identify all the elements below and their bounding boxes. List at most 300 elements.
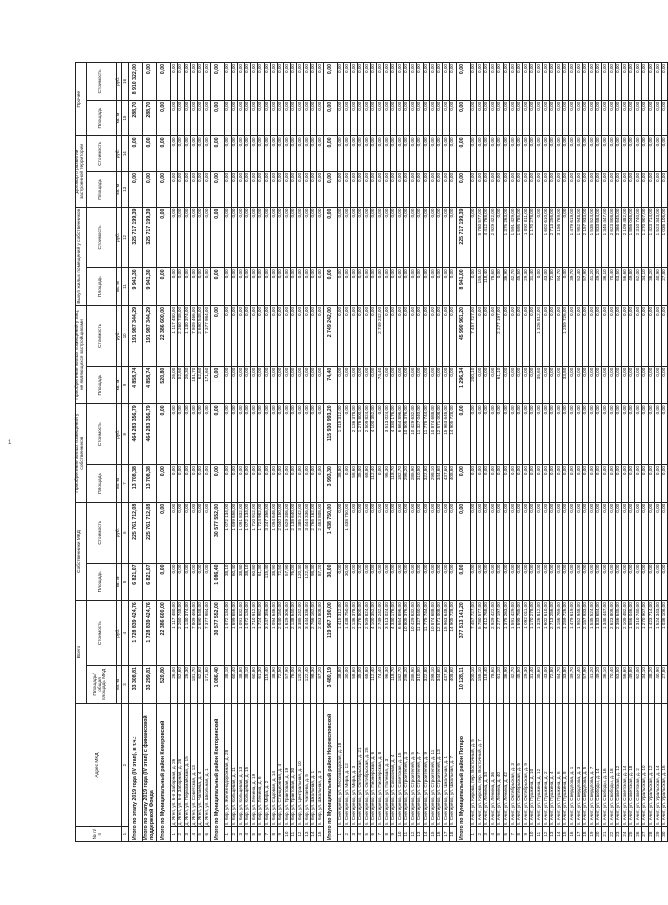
- row-address: п. Снегирево, ул. Строителей, д. 5: [410, 703, 417, 827]
- row-value: 0,00: [609, 404, 616, 465]
- row-value: 4 330 176,00: [390, 601, 397, 666]
- row-value: 0,00: [251, 136, 258, 172]
- row-value: 0,00: [562, 404, 569, 465]
- table-row: [430, 63, 437, 842]
- row-value: 0,00: [529, 404, 536, 465]
- row-value: 0,00: [589, 63, 596, 101]
- row-value: 1 479 619,00: [569, 601, 576, 666]
- col-g6-sum: Стоимость: [86, 136, 116, 172]
- row-address: п. Ачит, ул. Свободы, д. 18: [609, 703, 616, 827]
- row-value: 0,00: [622, 502, 629, 563]
- row-value: 0,00: [397, 100, 404, 136]
- row-address: п. Ачит, ул. Советская, д. 2: [635, 703, 642, 827]
- row-value: 0,00: [370, 305, 377, 366]
- row-value: 0,00: [403, 207, 410, 268]
- row-value: 1 535 524,00: [589, 207, 596, 268]
- table-row: [423, 63, 430, 842]
- total-row-value: 0,00: [157, 404, 171, 465]
- row-value: 0,00: [184, 171, 191, 207]
- row-address: п. Ачит, ул. Уральская, д. 12: [648, 703, 655, 827]
- row-value: 5 780 577,00: [477, 207, 484, 268]
- column-index-cell: 9: [122, 366, 129, 404]
- row-value: 0,00: [496, 136, 503, 172]
- row-value: 0,00: [184, 268, 191, 306]
- total-row-value: 1 728 839 424,76: [143, 601, 157, 666]
- row-value: 35,60: [536, 666, 543, 704]
- row-value: 0,00: [310, 366, 317, 404]
- row-value: 0,00: [238, 465, 245, 503]
- row-value: 0,00: [397, 563, 404, 601]
- row-value: 0,00: [297, 404, 304, 465]
- row-value: 0,00: [490, 63, 497, 101]
- row-value: 118,40: [483, 268, 490, 306]
- row-value: 0,00: [397, 268, 404, 306]
- row-value: 0,00: [436, 136, 443, 172]
- row-value: 0,00: [224, 404, 231, 465]
- row-value: 0,00: [470, 171, 477, 207]
- row-value: 0,00: [510, 465, 517, 503]
- table-row: [543, 63, 550, 842]
- row-value: 1 326 812,00: [536, 305, 543, 366]
- row-value: 12 571 008,00: [436, 404, 443, 465]
- row-value: 0,00: [357, 563, 364, 601]
- row-value: 1 699 656,00: [231, 601, 238, 666]
- row-value: 296,20: [403, 666, 410, 704]
- row-value: 7 809 466,00: [191, 305, 198, 366]
- row-value: 0,00: [191, 404, 198, 465]
- row-number: 11: [536, 827, 543, 842]
- row-value: 0,00: [251, 100, 258, 136]
- row-value: 0,00: [397, 63, 404, 101]
- row-value: 0,00: [277, 268, 284, 306]
- row-address: п. Кир, ул. Чапаева, д. 5: [304, 703, 311, 827]
- row-value: 2 749 242,00: [377, 305, 384, 366]
- row-value: 0,00: [204, 465, 211, 503]
- table-row: [310, 63, 317, 842]
- row-value: 0,00: [384, 268, 391, 306]
- total-row: [323, 63, 337, 842]
- table-row: [403, 63, 410, 842]
- row-value: 0,00: [231, 63, 238, 101]
- row-number: 6: [503, 827, 510, 842]
- row-value: 14 905 728,00: [449, 404, 456, 465]
- row-value: 0,00: [377, 63, 384, 101]
- row-value: 1 094 646,00: [271, 601, 278, 666]
- row-value: 0,00: [171, 136, 178, 172]
- row-value: 74,40: [377, 666, 384, 704]
- row-value: 36,90: [503, 268, 510, 306]
- row-value: 2 310 740,00: [635, 207, 642, 268]
- row-value: 0,00: [257, 465, 264, 503]
- row-value: 0,00: [648, 100, 655, 136]
- row-value: 0,00: [364, 366, 371, 404]
- total-row-value: 0,00: [129, 171, 143, 207]
- row-value: 0,00: [197, 268, 204, 306]
- row-value: 0,00: [430, 305, 437, 366]
- row-value: 36,10: [602, 268, 609, 306]
- row-value: 0,00: [317, 207, 324, 268]
- row-value: 0,00: [231, 404, 238, 465]
- row-value: 10 805 376,00: [403, 404, 410, 465]
- row-number: 19: [589, 827, 596, 842]
- row-value: 0,00: [477, 305, 484, 366]
- row-value: 2 453 808,00: [317, 502, 324, 563]
- row-value: 0,00: [423, 171, 430, 207]
- row-value: 0,00: [589, 404, 596, 465]
- row-value: 0,00: [655, 563, 662, 601]
- row-value: 49,80: [628, 268, 635, 306]
- row-address: п. Снегирево, ул. Школьная, д. 7: [449, 703, 456, 827]
- row-value: 0,00: [290, 404, 297, 465]
- table-row: [317, 63, 324, 842]
- row-value: 3 444 336,00: [304, 502, 311, 563]
- row-value: 0,00: [576, 563, 583, 601]
- row-number: 9: [523, 827, 530, 842]
- row-value: 0,00: [390, 171, 397, 207]
- table-row: [490, 63, 497, 842]
- row-value: 0,00: [576, 404, 583, 465]
- row-value: 0,00: [277, 171, 284, 207]
- row-value: 63,50: [615, 666, 622, 704]
- row-address: п. Ачит, ул. Октябрьская, д. 5: [516, 703, 523, 827]
- row-value: 0,00: [615, 136, 622, 172]
- row-value: 0,00: [416, 268, 423, 306]
- row-value: 1 629 306,00: [284, 601, 291, 666]
- row-value: 5 780 577,00: [477, 601, 484, 666]
- total-row-value: 0,00: [456, 404, 470, 465]
- row-value: 7 457 727,00: [470, 305, 477, 366]
- row-value: 0,00: [543, 305, 550, 366]
- row-value: 60,40: [231, 563, 238, 601]
- row-value: 0,00: [191, 63, 198, 101]
- row-value: 0,00: [635, 305, 642, 366]
- row-address: д. Ягеп, ул. Советская, д. 13: [191, 703, 198, 827]
- row-value: 1 345 447,00: [602, 601, 609, 666]
- col-group-total: Всего: [76, 601, 87, 704]
- row-value: 0,00: [177, 268, 184, 306]
- total-row-label: Итого по Муниципальный район Потаро: [456, 703, 470, 841]
- row-value: 0,00: [543, 404, 550, 465]
- row-value: 26,30: [184, 366, 191, 404]
- row-value: 0,00: [490, 502, 497, 563]
- row-value: 0,00: [304, 100, 311, 136]
- row-value: 60,40: [231, 666, 238, 704]
- row-value: 0,00: [370, 207, 377, 268]
- row-value: 298,10: [430, 666, 437, 704]
- total-row-label: Итого по Муниципальный район Кемеровский: [157, 703, 171, 841]
- row-address: п. Ачит, ул. Советская, д. 14: [622, 703, 629, 827]
- row-value: 2 040 150,00: [277, 502, 284, 563]
- row-value: 1 591 429,00: [510, 207, 517, 268]
- row-address: п. Кир, ул. Железнодорожная, д. 28: [224, 703, 231, 827]
- row-value: 98,30: [310, 666, 317, 704]
- row-value: 0,00: [562, 171, 569, 207]
- row-address: п. Снегирево, ул. Строителей, д. 7: [416, 703, 423, 827]
- row-value: 96,30: [384, 465, 391, 503]
- row-number: 24: [622, 827, 629, 842]
- row-value: 0,00: [251, 63, 258, 101]
- row-value: 0,00: [351, 207, 358, 268]
- row-value: 0,00: [231, 465, 238, 503]
- row-number: 14: [310, 827, 317, 842]
- row-value: 0,00: [204, 100, 211, 136]
- row-value: 0,00: [477, 502, 484, 563]
- row-value: 0,00: [271, 171, 278, 207]
- row-value: 0,00: [277, 366, 284, 404]
- row-value: 0,00: [615, 366, 622, 404]
- row-value: 26,00: [171, 666, 178, 704]
- row-value: 0,00: [197, 136, 204, 172]
- row-value: 0,00: [197, 171, 204, 207]
- row-value: 41,20: [589, 268, 596, 306]
- row-value: 38,10: [244, 563, 251, 601]
- row-value: 15 963 648,00: [443, 601, 450, 666]
- row-value: 38,20: [648, 268, 655, 306]
- table-row: [595, 63, 602, 842]
- table-row: [655, 63, 662, 842]
- row-value: 0,00: [582, 404, 589, 465]
- row-address: п. Ачит, ул. Свободы, д. 14: [595, 703, 602, 827]
- table-row: [641, 63, 648, 842]
- row-value: 4 100 352,00: [370, 601, 377, 666]
- row-value: 0,00: [443, 100, 450, 136]
- row-value: 0,00: [351, 305, 358, 366]
- row-value: 2 690 548,00: [197, 601, 204, 666]
- row-value: 0,00: [556, 63, 563, 101]
- row-value: 0,00: [364, 502, 371, 563]
- row-value: 3 385 242,00: [297, 502, 304, 563]
- row-value: 0,00: [344, 100, 351, 136]
- total-row-value: 1 296,34: [456, 366, 470, 404]
- table-row: [377, 63, 384, 842]
- column-index-cell: 3: [122, 666, 129, 704]
- row-value: 0,00: [569, 136, 576, 172]
- row-value: 0,00: [251, 305, 258, 366]
- row-value: 0,00: [304, 305, 311, 366]
- row-value: 0,00: [536, 502, 543, 563]
- row-value: 2 157 933,00: [582, 601, 589, 666]
- row-value: 0,00: [231, 207, 238, 268]
- row-value: 0,00: [523, 136, 530, 172]
- total-row-value: 8 910 322,00: [129, 63, 143, 101]
- row-value: 0,00: [337, 563, 344, 601]
- row-value: 0,00: [244, 63, 251, 101]
- row-address: п. Ачит, ул. Ленина, д. 36: [490, 703, 497, 827]
- table-row: [569, 63, 576, 842]
- row-value: 0,00: [490, 366, 497, 404]
- total-row-value: 1 438 750,00: [323, 502, 337, 563]
- row-value: 0,00: [403, 305, 410, 366]
- row-value: 0,00: [661, 171, 668, 207]
- row-value: 0,00: [496, 404, 503, 465]
- row-value: 36,10: [602, 666, 609, 704]
- row-value: 0,00: [197, 404, 204, 465]
- row-value: 0,00: [251, 171, 258, 207]
- total-row-value: 225 761 712,08: [143, 502, 157, 563]
- unit-m2: кв. м: [116, 666, 122, 704]
- row-value: 0,00: [635, 404, 642, 465]
- row-value: 41,20: [589, 666, 596, 704]
- row-value: 0,00: [351, 268, 358, 306]
- row-value: 437,60: [443, 465, 450, 503]
- row-value: 0,00: [310, 404, 317, 465]
- row-value: 2 713 256,00: [549, 601, 556, 666]
- row-value: 0,00: [304, 63, 311, 101]
- row-value: 0,00: [377, 136, 384, 172]
- row-value: 0,00: [496, 207, 503, 268]
- row-value: 0,00: [191, 171, 198, 207]
- row-value: 0,00: [357, 207, 364, 268]
- total-row-value: 0,00: [210, 366, 224, 404]
- row-value: 0,00: [204, 171, 211, 207]
- row-value: 0,00: [370, 136, 377, 172]
- row-number: 2: [344, 827, 351, 842]
- row-value: 0,00: [635, 63, 642, 101]
- row-value: 0,00: [317, 366, 324, 404]
- row-address: д. Ягеп, ул. Школьная, д. 1: [204, 703, 211, 827]
- row-value: 0,00: [622, 404, 629, 465]
- table-row: [238, 63, 245, 842]
- row-value: 0,00: [177, 465, 184, 503]
- row-value: 171,60: [204, 366, 211, 404]
- row-value: 0,00: [483, 502, 490, 563]
- row-value: 10 429 632,00: [410, 601, 417, 666]
- row-value: 0,00: [317, 136, 324, 172]
- row-value: 0,00: [257, 171, 264, 207]
- row-value: 0,00: [344, 366, 351, 404]
- row-address: п. Ачит, ул. Уральская, д. 14: [655, 703, 662, 827]
- row-value: 0,00: [655, 305, 662, 366]
- row-value: 0,00: [177, 207, 184, 268]
- row-value: 0,00: [310, 63, 317, 101]
- column-index-cell: 1: [122, 827, 129, 842]
- row-value: 155,10: [477, 666, 484, 704]
- row-value: 0,00: [310, 465, 317, 503]
- col-g7-sum: Стоимость: [86, 63, 116, 101]
- row-value: 0,00: [641, 465, 648, 503]
- total-row-value: 22 386 600,00: [157, 601, 171, 666]
- row-value: 0,00: [615, 404, 622, 465]
- row-number: 15: [562, 827, 569, 842]
- table-row: [648, 63, 655, 842]
- row-value: 0,00: [615, 563, 622, 601]
- row-value: 1 710 912,00: [251, 601, 258, 666]
- row-value: 7 377 984,00: [204, 601, 211, 666]
- row-value: 0,00: [443, 502, 450, 563]
- table-body: [122, 63, 668, 842]
- row-value: 1 724 982,00: [257, 601, 264, 666]
- total-row: [143, 63, 157, 842]
- row-value: 0,00: [622, 465, 629, 503]
- row-value: 2 366 645,00: [615, 601, 622, 666]
- row-value: 61,30: [257, 666, 264, 704]
- col-total-area: Площадь/общая площадь МКД: [86, 666, 116, 704]
- table-row: [477, 63, 484, 842]
- row-value: 0,00: [416, 207, 423, 268]
- row-value: 0,00: [655, 502, 662, 563]
- row-value: 56,60: [622, 268, 629, 306]
- table-row: [556, 63, 563, 842]
- row-value: 1 072 134,00: [224, 601, 231, 666]
- row-value: 38,10: [244, 666, 251, 704]
- row-number: 9: [390, 827, 397, 842]
- row-value: 0,00: [470, 502, 477, 563]
- column-index-cell: 8: [122, 404, 129, 465]
- table-row: [609, 63, 616, 842]
- row-value: 0,00: [277, 305, 284, 366]
- row-address: п. Кир, ул. Кольцевая, д. 15: [244, 703, 251, 827]
- table-row: [357, 63, 364, 842]
- col-num: № п/п: [76, 827, 122, 842]
- row-value: 0,00: [284, 404, 291, 465]
- row-value: 84,70: [556, 268, 563, 306]
- row-value: 26,30: [184, 666, 191, 704]
- row-value: 0,00: [648, 305, 655, 366]
- row-value: 0,00: [364, 305, 371, 366]
- table-row: [602, 63, 609, 842]
- row-number: 20: [595, 827, 602, 842]
- row-value: 0,00: [416, 136, 423, 172]
- total-row: [456, 63, 470, 842]
- row-value: 0,00: [661, 63, 668, 101]
- row-value: 76,00: [290, 666, 297, 704]
- row-value: 6 664 896,00: [397, 404, 404, 465]
- row-value: 0,00: [655, 171, 662, 207]
- row-value: 0,00: [304, 207, 311, 268]
- row-address: п. Кир, ул. Школьная, д. 1: [310, 703, 317, 827]
- row-value: 0,00: [370, 268, 377, 306]
- row-value: 0,00: [569, 366, 576, 404]
- row-value: 0,00: [351, 502, 358, 563]
- row-value: 0,00: [602, 100, 609, 136]
- row-address: п. Кир, ул. Трактовая, д. 30: [290, 703, 297, 827]
- col-g3-area: Площадь: [86, 465, 116, 503]
- row-value: 0,00: [483, 563, 490, 601]
- row-value: 0,00: [257, 63, 264, 101]
- row-value: 42,70: [510, 268, 517, 306]
- table-row: [503, 63, 510, 842]
- row-value: 0,00: [290, 465, 297, 503]
- row-value: 2 749 242,00: [377, 601, 384, 666]
- row-value: 0,00: [483, 366, 490, 404]
- row-address: п. Ачит, ул. Свердлова, д. 1: [569, 703, 576, 827]
- row-value: 0,00: [377, 404, 384, 465]
- row-value: 0,00: [503, 465, 510, 503]
- row-value: 310,50: [416, 465, 423, 503]
- row-value: 0,00: [490, 136, 497, 172]
- row-value: 0,00: [582, 100, 589, 136]
- row-value: 0,00: [357, 100, 364, 136]
- row-value: 0,00: [648, 136, 655, 172]
- row-value: 0,00: [628, 404, 635, 465]
- table-row: [628, 63, 635, 842]
- row-value: 2 109 482,00: [622, 601, 629, 666]
- row-value: 0,00: [595, 366, 602, 404]
- row-value: 0,00: [543, 100, 550, 136]
- row-value: 0,00: [191, 465, 198, 503]
- row-value: 0,00: [390, 100, 397, 136]
- row-value: 1 259 726,00: [562, 601, 569, 666]
- row-value: 0,00: [648, 563, 655, 601]
- row-value: 0,00: [377, 207, 384, 268]
- row-value: 1 602 610,00: [543, 207, 550, 268]
- row-value: 0,00: [622, 136, 629, 172]
- row-address: п. Ачит, ул. Советская, д. 12: [615, 703, 622, 827]
- row-value: 0,00: [290, 136, 297, 172]
- row-value: 0,00: [403, 366, 410, 404]
- row-value: 0,00: [549, 136, 556, 172]
- row-value: 0,00: [251, 366, 258, 404]
